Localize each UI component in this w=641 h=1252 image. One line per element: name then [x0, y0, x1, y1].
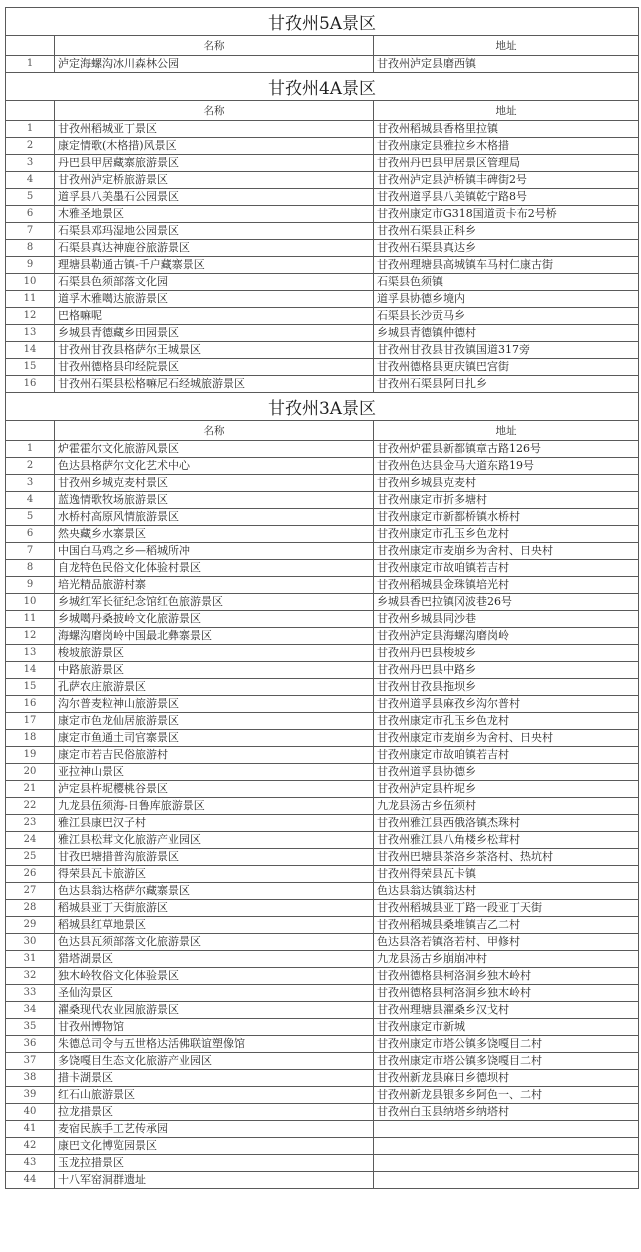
table-row — [6, 1019, 639, 1036]
table-row — [6, 696, 639, 713]
scenic-address: 甘孜州理塘县高城镇车马村仁康古街 — [374, 257, 639, 274]
table-row — [6, 764, 639, 781]
scenic-name: 色达县翁达格萨尔藏寨景区 — [55, 883, 374, 900]
scenic-name: 沟尔普麦粒神山旅游景区 — [55, 696, 374, 713]
scenic-address: 甘孜州得荣县瓦卡镇 — [374, 866, 639, 883]
scenic-name: 乡城噶丹桑披岭文化旅游景区 — [55, 611, 374, 628]
row-number: 37 — [6, 1053, 55, 1070]
row-number: 13 — [6, 325, 55, 342]
scenic-address: 甘孜州稻城县亚丁路一段亚丁天街 — [374, 900, 639, 917]
table-row — [6, 560, 639, 577]
table-row — [6, 509, 639, 526]
table-row — [6, 934, 639, 951]
scenic-name: 拉龙措景区 — [55, 1104, 374, 1121]
table-row — [6, 172, 639, 189]
table-row — [6, 951, 639, 968]
scenic-address: 甘孜州甘孜县拖坝乡 — [374, 679, 639, 696]
scenic-address — [374, 1121, 639, 1138]
scenic-name: 玉龙拉措景区 — [55, 1155, 374, 1172]
row-number: 36 — [6, 1036, 55, 1053]
scenic-area-table — [5, 7, 639, 1189]
table-row — [6, 798, 639, 815]
row-number: 9 — [6, 577, 55, 594]
row-number: 2 — [6, 138, 55, 155]
scenic-name: 甘孜州乡城克麦村景区 — [55, 475, 374, 492]
scenic-address: 甘孜州色达县金马大道东路19号 — [374, 458, 639, 475]
table-row — [6, 257, 639, 274]
row-number: 17 — [6, 713, 55, 730]
row-number: 3 — [6, 155, 55, 172]
scenic-address: 甘孜州巴塘县茶洛乡茶洛村、热坑村 — [374, 849, 639, 866]
scenic-name: 甘孜州石渠县松格嘛尼石经城旅游景区 — [55, 376, 374, 393]
row-number: 23 — [6, 815, 55, 832]
scenic-address: 甘孜州炉霍县新都镇章古路126号 — [374, 441, 639, 458]
row-number: 1 — [6, 56, 55, 73]
scenic-name: 稻城县红草地景区 — [55, 917, 374, 934]
header-name: 名称 — [55, 36, 374, 56]
scenic-address: 甘孜州康定市折多塘村 — [374, 492, 639, 509]
row-number: 34 — [6, 1002, 55, 1019]
row-number: 14 — [6, 662, 55, 679]
row-number: 16 — [6, 376, 55, 393]
table-row — [6, 747, 639, 764]
scenic-address: 甘孜州石渠县真达乡 — [374, 240, 639, 257]
table-row — [6, 291, 639, 308]
scenic-address: 石渠县色须镇 — [374, 274, 639, 291]
row-number: 12 — [6, 308, 55, 325]
scenic-address: 九龙县汤古乡崩崩冲村 — [374, 951, 639, 968]
row-number: 16 — [6, 696, 55, 713]
row-number: 4 — [6, 172, 55, 189]
scenic-area-spreadsheet — [5, 7, 638, 1189]
table-row — [6, 985, 639, 1002]
row-number: 25 — [6, 849, 55, 866]
scenic-address: 甘孜州泸定县磨西镇 — [374, 56, 639, 73]
scenic-name: 色达县瓦须部落文化旅游景区 — [55, 934, 374, 951]
scenic-name: 石渠县邓玛湿地公园景区 — [55, 223, 374, 240]
table-row — [6, 815, 639, 832]
header-name: 名称 — [55, 421, 374, 441]
table-row — [6, 526, 639, 543]
table-row — [6, 1138, 639, 1155]
table-row — [6, 240, 639, 257]
scenic-address: 甘孜州德格县柯洛洞乡独木岭村 — [374, 985, 639, 1002]
scenic-name: 甘孜巴塘措普沟旅游景区 — [55, 849, 374, 866]
scenic-name: 丹巴县甲居藏寨旅游景区 — [55, 155, 374, 172]
row-number: 5 — [6, 189, 55, 206]
scenic-address: 甘孜州道孚县麻孜乡沟尔普村 — [374, 696, 639, 713]
scenic-name: 道孚木雅噶达旅游景区 — [55, 291, 374, 308]
scenic-name: 乡城红军长征纪念馆红色旅游景区 — [55, 594, 374, 611]
row-number: 22 — [6, 798, 55, 815]
section-title: 甘孜州5A景区 — [6, 8, 639, 36]
row-number: 12 — [6, 628, 55, 645]
table-row — [6, 1053, 639, 1070]
row-number: 40 — [6, 1104, 55, 1121]
row-number: 32 — [6, 968, 55, 985]
table-row — [6, 679, 639, 696]
scenic-name: 理塘县勒通古镇-千户藏寨景区 — [55, 257, 374, 274]
header-no — [6, 101, 55, 121]
row-number: 13 — [6, 645, 55, 662]
row-number: 18 — [6, 730, 55, 747]
scenic-name: 蓝逸情歌牧场旅游景区 — [55, 492, 374, 509]
scenic-address: 色达县翁达镇翁达村 — [374, 883, 639, 900]
table-row — [6, 359, 639, 376]
scenic-address: 甘孜州泸定县泸桥镇丰碑街2号 — [374, 172, 639, 189]
table-row — [6, 138, 639, 155]
section-title: 甘孜州3A景区 — [6, 393, 639, 421]
row-number: 11 — [6, 291, 55, 308]
scenic-address: 甘孜州新龙县银多乡阿色一、二村 — [374, 1087, 639, 1104]
table-row — [6, 662, 639, 679]
scenic-name: 泸定县杵坭樱桃谷景区 — [55, 781, 374, 798]
row-number: 30 — [6, 934, 55, 951]
scenic-address: 九龙县汤古乡伍须村 — [374, 798, 639, 815]
table-row — [6, 155, 639, 172]
table-row — [6, 376, 639, 393]
table-row — [6, 342, 639, 359]
header-no — [6, 421, 55, 441]
header-address: 地址 — [374, 36, 639, 56]
scenic-address: 甘孜州雅江县八角楼乡松茸村 — [374, 832, 639, 849]
scenic-address: 甘孜州稻城县桑堆镇吉乙二村 — [374, 917, 639, 934]
table-row — [6, 730, 639, 747]
table-row — [6, 56, 639, 73]
section-title-row — [6, 8, 639, 36]
table-row — [6, 628, 639, 645]
scenic-address: 甘孜州德格县更庆镇巴宫街 — [374, 359, 639, 376]
row-number: 24 — [6, 832, 55, 849]
header-name: 名称 — [55, 101, 374, 121]
scenic-name: 自龙特色民俗文化体验村景区 — [55, 560, 374, 577]
scenic-name: 雅江县康巴汉子村 — [55, 815, 374, 832]
scenic-name: 道孚县八美墨石公园景区 — [55, 189, 374, 206]
section-title: 甘孜州4A景区 — [6, 73, 639, 101]
scenic-address: 甘孜州康定市故咱镇若吉村 — [374, 560, 639, 577]
table-row — [6, 900, 639, 917]
scenic-address: 甘孜州康定市故咱镇若吉村 — [374, 747, 639, 764]
scenic-name: 稻城县亚丁天街旅游区 — [55, 900, 374, 917]
scenic-address: 甘孜州康定市塔公镇多饶嘎目二村 — [374, 1036, 639, 1053]
table-row — [6, 492, 639, 509]
scenic-name: 木雅圣地景区 — [55, 206, 374, 223]
row-number: 6 — [6, 206, 55, 223]
scenic-address: 甘孜州康定市麦崩乡为舍村、日央村 — [374, 543, 639, 560]
scenic-name: 孔萨农庄旅游景区 — [55, 679, 374, 696]
table-row — [6, 475, 639, 492]
table-row — [6, 645, 639, 662]
row-number: 15 — [6, 679, 55, 696]
section-title-row — [6, 73, 639, 101]
scenic-name: 然央藏乡水寨景区 — [55, 526, 374, 543]
scenic-name: 麦宿民族手工艺传承园 — [55, 1121, 374, 1138]
row-number: 44 — [6, 1172, 55, 1189]
row-number: 15 — [6, 359, 55, 376]
scenic-address: 甘孜州康定市新都桥镇水桥村 — [374, 509, 639, 526]
header-address: 地址 — [374, 101, 639, 121]
scenic-name: 十八军窑洞群遗址 — [55, 1172, 374, 1189]
scenic-name: 甘孜州德格县印经院景区 — [55, 359, 374, 376]
scenic-address: 甘孜州康定市G318国道贡卡布2号桥 — [374, 206, 639, 223]
table-row — [6, 713, 639, 730]
header-no — [6, 36, 55, 56]
scenic-name: 圣仙沟景区 — [55, 985, 374, 1002]
row-number: 41 — [6, 1121, 55, 1138]
scenic-name: 海螺沟磨岗岭中国最北彝寨景区 — [55, 628, 374, 645]
table-row — [6, 577, 639, 594]
row-number: 14 — [6, 342, 55, 359]
scenic-address: 甘孜州道孚县协德乡 — [374, 764, 639, 781]
scenic-name: 甘孜州泸定桥旅游景区 — [55, 172, 374, 189]
scenic-address: 甘孜州泸定县杵坭乡 — [374, 781, 639, 798]
scenic-address: 甘孜州丹巴县中路乡 — [374, 662, 639, 679]
table-row — [6, 1172, 639, 1189]
scenic-address: 甘孜州道孚县八美镇乾宁路8号 — [374, 189, 639, 206]
row-number: 21 — [6, 781, 55, 798]
scenic-address: 甘孜州甘孜县甘孜镇国道317旁 — [374, 342, 639, 359]
section-title-row — [6, 393, 639, 421]
table-row — [6, 1155, 639, 1172]
table-row — [6, 458, 639, 475]
scenic-address: 甘孜州石渠县阿日扎乡 — [374, 376, 639, 393]
scenic-name: 康定市若吉民俗旅游村 — [55, 747, 374, 764]
row-number: 26 — [6, 866, 55, 883]
row-number: 28 — [6, 900, 55, 917]
scenic-address: 甘孜州康定市孔玉乡色龙村 — [374, 713, 639, 730]
header-address: 地址 — [374, 421, 639, 441]
row-number: 11 — [6, 611, 55, 628]
scenic-name: 红石山旅游景区 — [55, 1087, 374, 1104]
row-number: 31 — [6, 951, 55, 968]
scenic-name: 水桥村高原风情旅游景区 — [55, 509, 374, 526]
scenic-name: 培光精品旅游村寨 — [55, 577, 374, 594]
scenic-name: 石渠县色须部落文化园 — [55, 274, 374, 291]
scenic-name: 甘孜州甘孜县格萨尔王城景区 — [55, 342, 374, 359]
scenic-address: 甘孜州雅江县西俄洛镇杰珠村 — [374, 815, 639, 832]
table-row — [6, 611, 639, 628]
row-number: 6 — [6, 526, 55, 543]
scenic-name: 康定情歌(木格措)风景区 — [55, 138, 374, 155]
row-number: 39 — [6, 1087, 55, 1104]
row-number: 1 — [6, 121, 55, 138]
scenic-name: 康巴文化博览园景区 — [55, 1138, 374, 1155]
scenic-address: 甘孜州康定市新城 — [374, 1019, 639, 1036]
row-number: 2 — [6, 458, 55, 475]
table-row — [6, 1002, 639, 1019]
scenic-name: 濯桑现代农业园旅游景区 — [55, 1002, 374, 1019]
scenic-name: 泸定海螺沟冰川森林公园 — [55, 56, 374, 73]
table-row — [6, 594, 639, 611]
scenic-address: 色达县洛若镇洛若村、甲修村 — [374, 934, 639, 951]
table-row — [6, 308, 639, 325]
scenic-name: 独木岭牧俗文化体验景区 — [55, 968, 374, 985]
row-number: 4 — [6, 492, 55, 509]
row-number: 42 — [6, 1138, 55, 1155]
scenic-address: 甘孜州理塘县濯桑乡汉戈村 — [374, 1002, 639, 1019]
scenic-address: 甘孜州康定市孔玉乡色龙村 — [374, 526, 639, 543]
scenic-name: 甘孜州稻城亚丁景区 — [55, 121, 374, 138]
scenic-address — [374, 1155, 639, 1172]
row-number: 35 — [6, 1019, 55, 1036]
row-number: 5 — [6, 509, 55, 526]
table-row — [6, 968, 639, 985]
scenic-name: 梭坡旅游景区 — [55, 645, 374, 662]
scenic-name: 多饶嘎目生态文化旅游产业园区 — [55, 1053, 374, 1070]
scenic-address: 道孚县协德乡境内 — [374, 291, 639, 308]
scenic-name: 色达县格萨尔文化艺术中心 — [55, 458, 374, 475]
scenic-name: 巴格嘛呢 — [55, 308, 374, 325]
table-row — [6, 1070, 639, 1087]
scenic-address — [374, 1138, 639, 1155]
scenic-address: 石渠县长沙贡马乡 — [374, 308, 639, 325]
row-number: 20 — [6, 764, 55, 781]
scenic-name: 石渠县真达神鹿谷旅游景区 — [55, 240, 374, 257]
scenic-address: 乡城县青德镇仲德村 — [374, 325, 639, 342]
scenic-name: 康定市鱼通土司官寨景区 — [55, 730, 374, 747]
row-number: 10 — [6, 594, 55, 611]
table-row — [6, 1121, 639, 1138]
scenic-address: 甘孜州稻城县香格里拉镇 — [374, 121, 639, 138]
table-row — [6, 206, 639, 223]
table-row — [6, 832, 639, 849]
scenic-address: 甘孜州丹巴县梭坡乡 — [374, 645, 639, 662]
row-number: 33 — [6, 985, 55, 1002]
table-row — [6, 325, 639, 342]
table-row — [6, 274, 639, 291]
table-body — [6, 8, 639, 1189]
scenic-address: 甘孜州康定县雅拉乡木格措 — [374, 138, 639, 155]
scenic-address: 乡城县香巴拉镇冈波巷26号 — [374, 594, 639, 611]
column-header-row — [6, 101, 639, 121]
scenic-address — [374, 1172, 639, 1189]
scenic-name: 中路旅游景区 — [55, 662, 374, 679]
scenic-address: 甘孜州乡城县克麦村 — [374, 475, 639, 492]
scenic-address: 甘孜州新龙县麻日乡德坝村 — [374, 1070, 639, 1087]
scenic-name: 措卡湖景区 — [55, 1070, 374, 1087]
scenic-name: 亚拉神山景区 — [55, 764, 374, 781]
scenic-name: 中国白马鸡之乡—稻城所冲 — [55, 543, 374, 560]
row-number: 8 — [6, 560, 55, 577]
table-row — [6, 883, 639, 900]
scenic-address: 甘孜州德格县柯洛洞乡独木岭村 — [374, 968, 639, 985]
row-number: 43 — [6, 1155, 55, 1172]
table-row — [6, 1087, 639, 1104]
table-row — [6, 543, 639, 560]
row-number: 7 — [6, 223, 55, 240]
scenic-name: 雅江县松茸文化旅游产业园区 — [55, 832, 374, 849]
scenic-name: 甘孜州博物馆 — [55, 1019, 374, 1036]
scenic-name: 乡城县青德藏乡田园景区 — [55, 325, 374, 342]
row-number: 3 — [6, 475, 55, 492]
column-header-row — [6, 421, 639, 441]
scenic-name: 九龙县伍须海-日鲁库旅游景区 — [55, 798, 374, 815]
row-number: 10 — [6, 274, 55, 291]
scenic-name: 猎塔湖景区 — [55, 951, 374, 968]
table-row — [6, 121, 639, 138]
scenic-name: 炉霍霍尔文化旅游风景区 — [55, 441, 374, 458]
scenic-name: 得荣县瓦卡旅游区 — [55, 866, 374, 883]
table-row — [6, 866, 639, 883]
table-row — [6, 223, 639, 240]
row-number: 38 — [6, 1070, 55, 1087]
table-row — [6, 917, 639, 934]
scenic-name: 康定市色龙仙居旅游景区 — [55, 713, 374, 730]
table-row — [6, 1104, 639, 1121]
table-row — [6, 781, 639, 798]
scenic-address: 甘孜州康定市塔公镇多饶嘎目二村 — [374, 1053, 639, 1070]
table-row — [6, 1036, 639, 1053]
scenic-address: 甘孜州石渠县正科乡 — [374, 223, 639, 240]
scenic-address: 甘孜州稻城县金珠镇培光村 — [374, 577, 639, 594]
row-number: 29 — [6, 917, 55, 934]
scenic-address: 甘孜州乡城县同沙巷 — [374, 611, 639, 628]
scenic-address: 甘孜州白玉县纳塔乡纳塔村 — [374, 1104, 639, 1121]
row-number: 1 — [6, 441, 55, 458]
table-row — [6, 441, 639, 458]
table-row — [6, 189, 639, 206]
table-row — [6, 849, 639, 866]
scenic-address: 甘孜州康定市麦崩乡为舍村、日央村 — [374, 730, 639, 747]
row-number: 8 — [6, 240, 55, 257]
scenic-address: 甘孜州泸定县海螺沟磨岗岭 — [374, 628, 639, 645]
scenic-name: 朱德总司令与五世格达活佛联谊塑像馆 — [55, 1036, 374, 1053]
scenic-address: 甘孜州丹巴县甲居景区管理局 — [374, 155, 639, 172]
row-number: 9 — [6, 257, 55, 274]
column-header-row — [6, 36, 639, 56]
row-number: 27 — [6, 883, 55, 900]
row-number: 19 — [6, 747, 55, 764]
row-number: 7 — [6, 543, 55, 560]
